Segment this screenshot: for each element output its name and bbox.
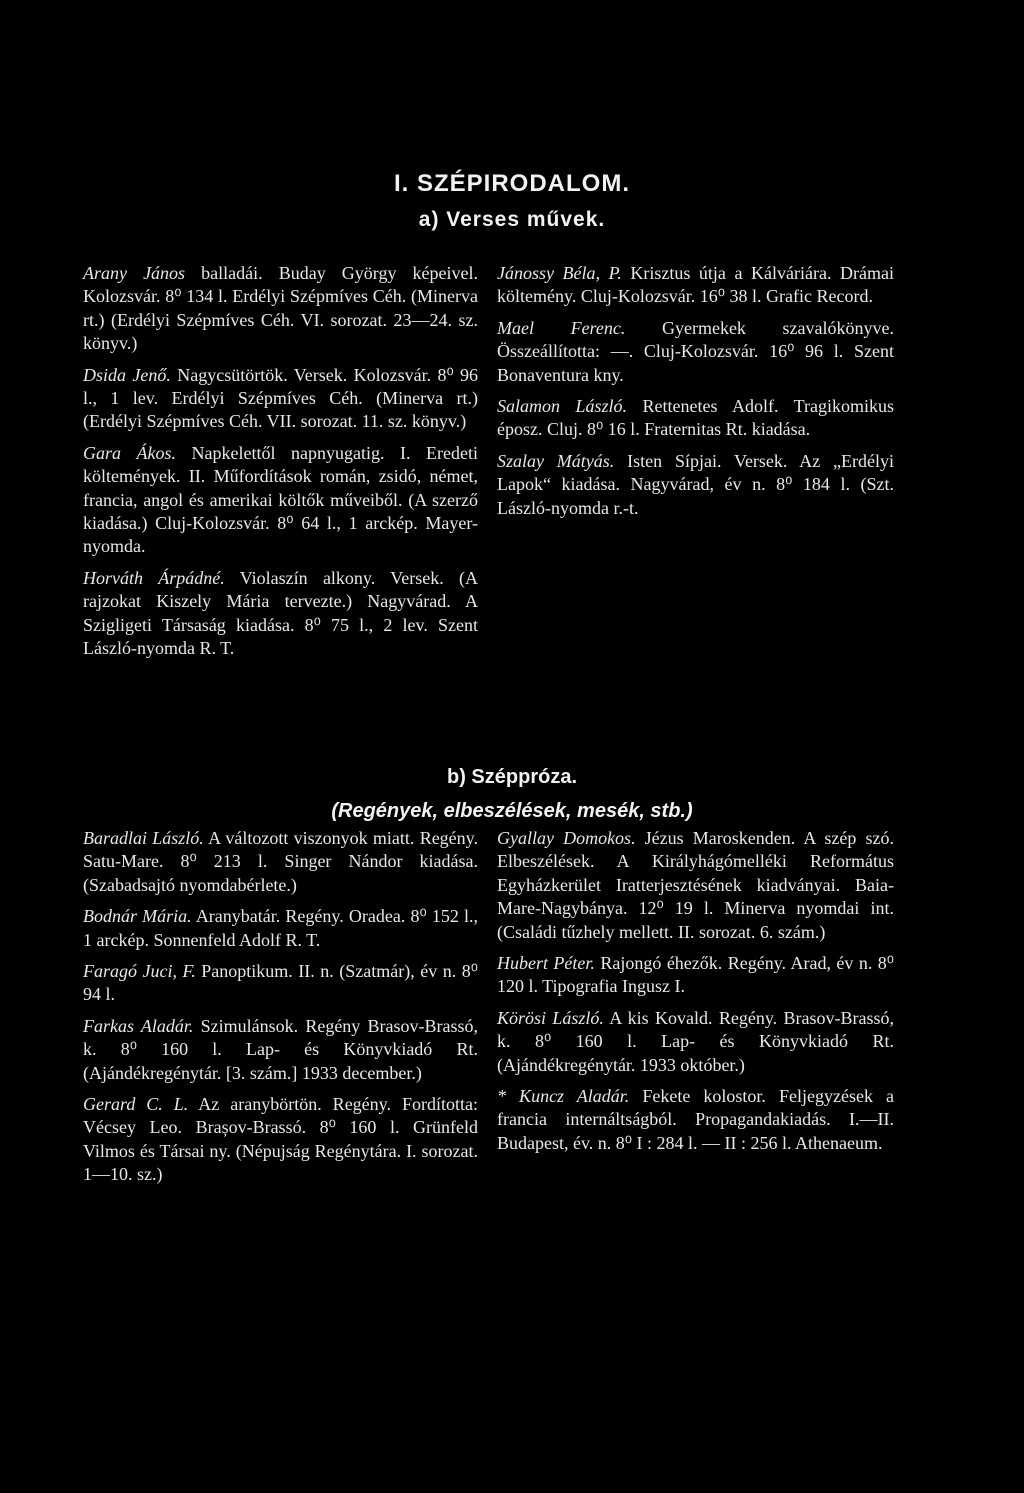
entry-text: Rettenetes Adolf. Tragikomikus éposz. Cluj. 8⁰ 16 l. Fraternitas Rt. kiadása.: [497, 396, 894, 440]
entry-author: Jánossy Béla, P.: [497, 263, 622, 283]
entry-text: Az aranybörtön. Regény. Fordította: Vécsey Leo. Brașov-Brassó. 8⁰ 160 l. Grünfeld Vilmos és Társai ny. (Népujság Regénytára. I. sorozat. 1—10. sz.): [83, 1094, 478, 1185]
entry-text: A kis Kovald. Regény. Brasov-Brassó, k. 8⁰ 160 l. Lap- és Könyvkiadó Rt. (Ajándékregénytár. 1933 október.): [497, 1007, 895, 1075]
entry-author: Gara Ákos.: [83, 442, 177, 463]
entry-text: Krisztus útja a Kálváriára. Drámai költemény. Cluj-Kolozsvár. 16⁰ 38 l. Grafic Record.: [497, 263, 894, 307]
entry-author: Arany János: [83, 263, 186, 283]
subsection-title-proza: b) Széppróza.: [446, 766, 577, 788]
entry: [83, 364, 478, 434]
entry: [497, 450, 894, 520]
entry: [497, 827, 894, 944]
entry-text: Panoptikum. II. n. (Szatmár), év n. 8⁰ 94 l.: [83, 961, 479, 1005]
entry-text: Jézus Maroskenden. A szép szó. Elbeszélések. A Királyhágómelléki Református Egyházkerület Iratterjesztésének kiadványai. Baia-Mare-Nagybánya. 12⁰ 19 l. Minerva nyomdai int. (Családi tűzhely mellett. II. sorozat. 6. szám.): [497, 828, 894, 942]
entry-author: Faragó Juci, F.: [83, 961, 196, 982]
entry-author: Gyallay Domokos.: [497, 828, 636, 848]
verses-right-column: [497, 262, 894, 528]
entry-author: Dsida Jenő.: [83, 364, 171, 385]
section-title: I. SZÉPIRODALOM.: [393, 170, 630, 197]
entry-text: Nagycsütörtök. Versek. Kolozsvár. 8⁰ 96 l., 1 lev. Erdélyi Szépmíves Céh. (Minerva rt.) (Erdélyi Szépmíves Céh. VII. sorozat. 11. sz. könyv.): [83, 364, 479, 432]
entry-author: * Kuncz Aladár.: [497, 1086, 630, 1107]
subsection-title-verses: a) Verses művek.: [418, 208, 606, 231]
entry: [497, 1007, 894, 1077]
entry: [83, 262, 478, 356]
entry-text: Fekete kolostor. Feljegyzések a francia internáltságból. Propagandakiadás. I.—II. Budapest, év. n. 8⁰ I : 284 l. — II : 256 l. Athenaeum.: [497, 1086, 894, 1153]
entry-author: Gerard C. L.: [83, 1094, 189, 1115]
entry-text: Aranybatár. Regény. Oradea. 8⁰ 152 l., 1 arckép. Sonnenfeld Adolf R. T.: [83, 906, 478, 950]
entry: [83, 442, 478, 559]
proza-left-column: [83, 827, 478, 1195]
entry-text: Violaszín alkony. Versek. (A rajzokat Kiszely Mária tervezte.) Nagyvárad. A Szigligeti Társaság kiadása. 8⁰ 75 l., 2 lev. Szent László-nyomda R. T.: [83, 567, 478, 659]
entry-text: Gyermekek szavalókönyve. Összeállította: —. Cluj-Kolozsvár. 16⁰ 96 l. Szent Bonaventura kny.: [497, 317, 894, 385]
entry-author: Farkas Aladár.: [83, 1015, 194, 1036]
entry-text: Szimulánsok. Regény Brasov-Brassó, k. 8⁰ 160 l. Lap- és Könyvkiadó Rt. (Ajándékregénytár. [3. szám.] 1933 december.): [83, 1015, 478, 1083]
entry: [83, 827, 478, 897]
entry: [83, 1015, 478, 1085]
entry: [83, 567, 478, 661]
entry: [497, 952, 894, 999]
entry-author: Bodnár Mária.: [83, 906, 192, 927]
proza-right-column: [497, 827, 894, 1163]
entry: [83, 1093, 478, 1187]
entry-author: Horváth Árpádné.: [83, 567, 225, 588]
entry-author: Salamon László.: [497, 396, 628, 417]
entry-author: Szalay Mátyás.: [497, 450, 615, 471]
entry-text: Isten Sípjai. Versek. Az „Erdélyi Lapok“ kiadása. Nagyvárad, év n. 8⁰ 184 l. (Szt. László-nyomda r.-t.: [497, 450, 895, 518]
entry: [497, 395, 894, 442]
entry-author: Baradlai László.: [83, 828, 204, 848]
entry: [497, 317, 894, 387]
verses-left-column: [83, 262, 478, 669]
entry-author: Hubert Péter.: [497, 953, 595, 974]
subsection-subtitle-proza: (Regények, elbeszélések, mesék, stb.): [331, 800, 693, 822]
entry-author: Körösi László.: [497, 1007, 604, 1028]
entry: [83, 960, 478, 1007]
entry-text: Rajongó éhezők. Regény. Arad, év n. 8⁰ 120 l. Tipografia Ingusz I.: [497, 953, 894, 997]
entry-text: Napkelettől napnyugatig. I. Eredeti költemények. II. Műfordítások román, zsidó, német, francia, angol és amerikai költők műveiből. (A szerző kiadása.) Cluj-Kolozsvár. 8⁰ 64 l., 1 arckép. Mayer-nyomda.: [83, 442, 478, 557]
entry-text: balladái. Buday György képeivel. Kolozsvár. 8⁰ 134 l. Erdélyi Szépmíves Céh. (Minerva rt.) (Erdélyi Szépmíves Céh. VI. sorozat. 23—24. sz. könyv.): [83, 263, 479, 354]
entry-text: A változott viszonyok miatt. Regény. Satu-Mare. 8⁰ 213 l. Singer Nándor kiadása. (Szabadsajtó nyomdabérlete.): [83, 828, 479, 895]
entry: [83, 905, 478, 952]
entry-author: Mael Ferenc.: [497, 317, 626, 338]
entry: [497, 1085, 894, 1155]
entry: [497, 262, 894, 309]
